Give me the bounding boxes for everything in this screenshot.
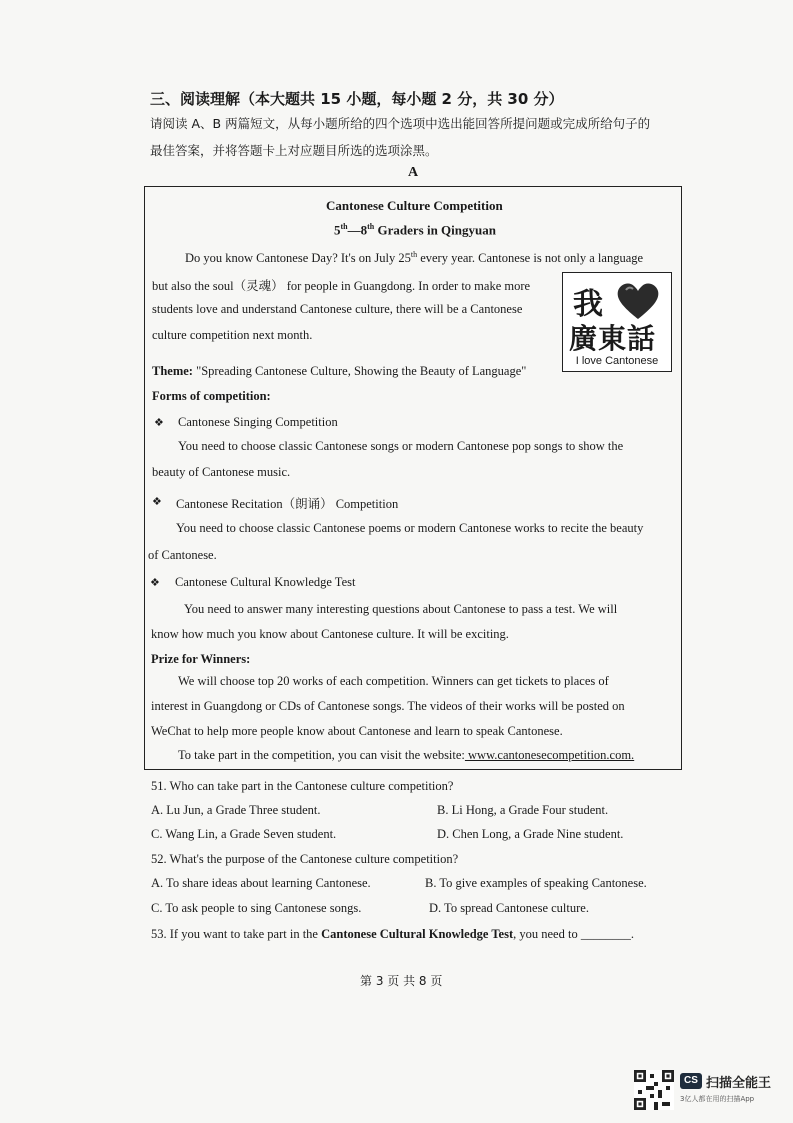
passage-letter: A	[408, 165, 419, 180]
passage-subtitle	[334, 222, 496, 238]
q53-text-bold: Cantonese Cultural Knowledge Test	[321, 927, 514, 941]
bullet-icon: ❖	[154, 417, 164, 429]
logo-top-char: 我	[573, 287, 603, 322]
intro-line-1	[185, 250, 643, 266]
intro-line-1-sup: th	[410, 250, 418, 259]
question-51: 51. Who can take part in the Cantonese culture competition?	[151, 779, 454, 793]
scanner-tagline: 3亿人都在用的扫描App	[680, 1095, 755, 1103]
scanner-badge: CS	[680, 1073, 702, 1089]
singing-line-2: beauty of Cantonese music.	[152, 465, 291, 479]
recitation-line-1: You need to choose classic Cantonese poems or modern Cantonese works to recite the beauty	[176, 521, 644, 535]
knowledge-title: Cantonese Cultural Knowledge Test	[175, 575, 356, 589]
subtitle-rest: Graders in Qingyuan	[374, 222, 496, 238]
theme-label: Theme:	[152, 364, 193, 378]
recitation-line-2: of Cantonese.	[148, 548, 217, 562]
logo-caption: I love Cantonese	[575, 355, 659, 367]
instructions-line-1: 请阅读 A、B 两篇短文，从每小题所给的四个选项中选出能回答所提问题或完成所给句子的	[150, 116, 651, 131]
page-number: 第 3 页 共 8 页	[360, 974, 443, 988]
theme-text: "Spreading Cantonese Culture, Showing the Beauty of Language"	[192, 364, 527, 378]
heart-icon	[615, 281, 661, 321]
scanner-app-name: 扫描全能王	[706, 1076, 772, 1091]
subtitle-sup-2: th	[367, 222, 375, 231]
intro-line-1-a: Do you know Cantonese Day? It's on July 25	[185, 251, 411, 266]
q52-option-c: C. To ask people to sing Cantonese songs.	[151, 901, 362, 915]
knowledge-line-1: You need to answer many interesting questions about Cantonese to pass a test. We will	[184, 602, 618, 616]
q53-text-a: 53. If you want to take part in the	[151, 927, 322, 941]
website-link[interactable]: www.cantonesecompetition.com.	[464, 748, 635, 762]
section-title: 三、阅读理解（本大题共 15 小题，每小题 2 分，共 30 分）	[150, 90, 564, 108]
intro-line-3: students love and understand Cantonese culture, there will be a Cantonese	[152, 302, 523, 316]
theme-line	[152, 364, 526, 379]
prize-line-3: WeChat to help more people know about Cantonese and learn to speak Cantonese.	[151, 724, 563, 738]
subtitle-num: 5	[334, 222, 341, 238]
q51-option-b: B. Li Hong, a Grade Four student.	[437, 803, 609, 817]
intro-line-1-b: every year. Cantonese is not only a language	[417, 251, 644, 266]
singing-line-1: You need to choose classic Cantonese songs or modern Cantonese pop songs to show the	[178, 439, 624, 453]
instructions-line-2: 最佳答案，并将答题卡上对应题目所选的选项涂黑。	[150, 143, 438, 158]
q52-option-a: A. To share ideas about learning Cantonese.	[151, 876, 371, 890]
website-text: To take part in the competition, you can visit the website:	[178, 748, 465, 762]
intro-line-4: culture competition next month.	[152, 328, 313, 342]
singing-title: Cantonese Singing Competition	[178, 415, 338, 429]
forms-label: Forms of competition:	[152, 389, 271, 403]
intro-line-2: but also the soul（灵魂） for people in Guangdong. In order to make more	[152, 279, 531, 293]
knowledge-line-2: know how much you know about Cantonese culture. It will be exciting.	[151, 627, 509, 641]
q51-option-d: D. Chen Long, a Grade Nine student.	[437, 827, 624, 841]
q51-option-a: A. Lu Jun, a Grade Three student.	[151, 803, 321, 817]
bullet-icon: ❖	[152, 496, 162, 508]
subtitle-sup-1: th	[340, 222, 348, 231]
passage-title: Cantonese Culture Competition	[326, 198, 503, 213]
subtitle-dash: —8	[347, 222, 368, 238]
logo-bottom-chars: 廣東話	[569, 322, 657, 355]
prize-line-2: interest in Guangdong or CDs of Cantonese songs. The videos of their works will be posted on	[151, 699, 625, 713]
q53-text-b: , you need to ________.	[513, 927, 634, 941]
question-53	[151, 927, 634, 942]
i-love-cantonese-logo	[562, 272, 672, 372]
prize-line-1: We will choose top 20 works of each competition. Winners can get tickets to places of	[178, 674, 609, 688]
q52-option-d: D. To spread Cantonese culture.	[429, 901, 589, 915]
website-line	[178, 748, 634, 763]
question-52: 52. What's the purpose of the Cantonese culture competition?	[151, 852, 459, 866]
qr-code-icon	[634, 1070, 674, 1110]
q52-option-b: B. To give examples of speaking Cantonese.	[425, 876, 647, 890]
recitation-title: Cantonese Recitation（朗诵） Competition	[176, 497, 399, 511]
prize-label: Prize for Winners:	[151, 652, 251, 666]
bullet-icon: ❖	[150, 577, 160, 589]
q51-option-c: C. Wang Lin, a Grade Seven student.	[151, 827, 337, 841]
